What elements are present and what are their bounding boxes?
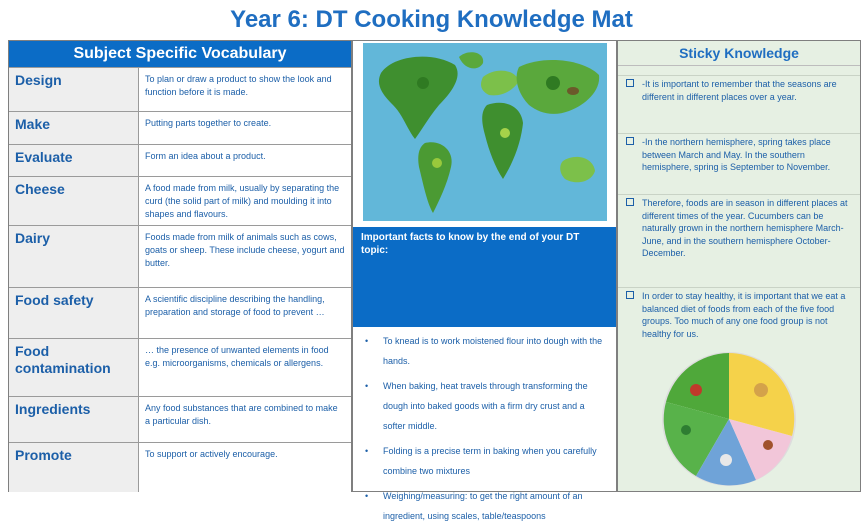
vocab-term: Food contamination	[9, 339, 139, 397]
vocab-term: Evaluate	[9, 145, 139, 177]
sticky-text: -It is important to remember that the seasons are different in different places over a year.	[642, 79, 837, 102]
vocab-row	[9, 67, 351, 112]
vocab-term: Make	[9, 112, 139, 145]
checkbox-bullet-icon	[626, 137, 634, 145]
checkbox-bullet-icon	[626, 79, 634, 87]
vocab-term: Cheese	[9, 177, 139, 226]
vocab-row	[9, 442, 351, 492]
vocab-definition: To support or actively encourage.	[139, 443, 351, 492]
sticky-heading: Sticky Knowledge	[618, 41, 860, 66]
vocab-term: Food safety	[9, 288, 139, 339]
list-item	[361, 331, 608, 371]
eatwell-plate-image	[656, 350, 802, 488]
vocab-row	[9, 176, 351, 226]
checkbox-bullet-icon	[626, 291, 634, 299]
bullet-icon: •	[365, 336, 369, 346]
list-item	[618, 133, 860, 193]
checkbox-bullet-icon	[626, 198, 634, 206]
vocab-definition: Form an idea about a product.	[139, 145, 351, 177]
page-title: Year 6: DT Cooking Knowledge Mat	[230, 6, 633, 33]
vocab-row	[9, 225, 351, 288]
fact-text: To knead is to work moistened flour into dough with the hands.	[383, 336, 603, 366]
bullet-icon: •	[365, 491, 369, 501]
vocab-row	[9, 111, 351, 145]
vocab-definition: Putting parts together to create.	[139, 112, 351, 145]
vocab-term: Dairy	[9, 226, 139, 288]
list-item	[361, 376, 608, 436]
vocab-definition: To plan or draw a product to show the look and function before it is made.	[139, 68, 351, 112]
vocab-definition: A scientific discipline describing the handling, preparation and storage of food to prevent …	[139, 288, 351, 339]
bullet-icon: •	[365, 446, 369, 456]
facts-heading: Important facts to know by the end of your DT topic:	[353, 227, 616, 327]
vocab-definition: Any food substances that are combined to make a particular dish.	[139, 397, 351, 443]
fact-text: When baking, heat travels through transforming the dough into baked goods with a firm dry crust and a softer middle.	[383, 381, 588, 431]
vocab-row	[9, 396, 351, 443]
vocab-definition: … the presence of unwanted elements in food e.g. microorganisms, chemicals or allergens.	[139, 339, 351, 397]
vocab-term: Design	[9, 68, 139, 112]
bullet-icon: •	[365, 381, 369, 391]
vocab-row	[9, 338, 351, 397]
fact-text: Folding is a precise term in baking when you carefully combine two mixtures	[383, 446, 597, 476]
vocab-row	[9, 144, 351, 177]
vocab-term: Ingredients	[9, 397, 139, 443]
sticky-text: -In the northern hemisphere, spring takes place between March and May. In the southern hemisphere, spring is September to November.	[642, 137, 831, 172]
vocab-row	[9, 287, 351, 339]
vocabulary-table	[8, 40, 352, 492]
sticky-text: Therefore, foods are in season in different places at different times of the year. Cucumbers can be naturally grown in the northern hemisphere March-June, and in the southern hemisphere October-December.	[642, 198, 848, 258]
vocab-term: Promote	[9, 443, 139, 492]
sticky-text: In order to stay healthy, it is important that we eat a balanced diet of foods from each of the five food groups. Too much of any one food group is not healthy for us.	[642, 291, 846, 339]
list-item	[361, 486, 608, 526]
fact-text: Weighing/measuring: to get the right amount of an ingredient, using scales, table/teaspoons	[383, 491, 583, 521]
vocab-definition: Foods made from milk of animals such as cows, goats or sheep. These include cheese, yogurt and butter.	[139, 226, 351, 288]
world-map-icon	[363, 43, 607, 221]
facts-list	[353, 331, 616, 531]
list-item	[618, 75, 860, 133]
vocab-definition: A food made from milk, usually by separating the curd (the solid part of milk) and moulding it into shapes and flavours.	[139, 177, 351, 226]
list-item	[618, 194, 860, 286]
vocabulary-heading: Subject Specific Vocabulary	[9, 41, 351, 68]
list-item	[361, 441, 608, 481]
list-item	[618, 287, 860, 349]
vegetable-world-map-image	[363, 43, 607, 221]
facts-column	[352, 40, 617, 521]
